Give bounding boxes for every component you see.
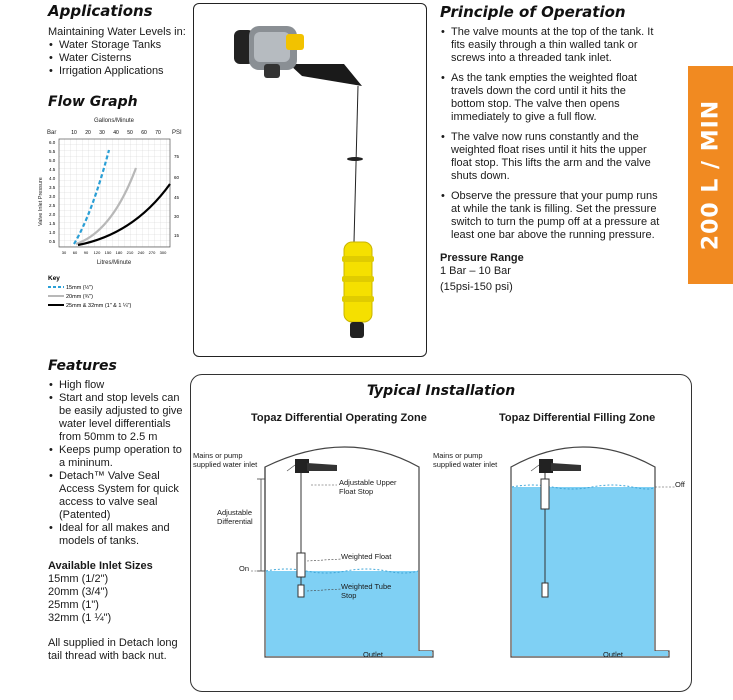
top-tick: 50	[127, 130, 133, 136]
bottom-axis-label: Litres/Minute	[96, 260, 132, 266]
weighted-float-label-box	[341, 553, 405, 565]
left-zone-title: Topaz Differential Operating Zone	[251, 412, 427, 424]
features-heading: Features	[48, 358, 117, 374]
right-tick: 30	[174, 214, 180, 219]
list-item: • As the tank empties the weighted float travels down the cord until it hits the bottom stop. The valve then opens immediately to give a full flow.	[440, 72, 660, 124]
applications-heading: Applications	[48, 2, 153, 20]
right-outlet-label: Outlet	[603, 651, 624, 659]
bottom-tick: 150	[104, 250, 112, 255]
right-tank-water	[512, 487, 668, 656]
right-unit-label: PSI	[172, 130, 182, 136]
left-tick: 4.5	[49, 167, 56, 172]
left-tick: 0.5	[49, 239, 56, 244]
right-weighted-float	[541, 479, 549, 509]
inlet-size: 15mm (1/2")	[48, 573, 109, 585]
bottom-tick: 120	[93, 250, 101, 255]
list-item: • Irrigation Applications	[48, 65, 188, 78]
key-label: 20mm (¾")	[66, 294, 94, 300]
left-tick: 4.0	[49, 176, 56, 181]
key-label: 15mm (½")	[66, 285, 94, 291]
differential-label: Adjustable Differential	[217, 509, 253, 526]
left-valve	[295, 459, 309, 473]
pressure-range-bar: 1 Bar – 10 Bar	[440, 265, 511, 277]
upper-stop-label-box	[339, 479, 411, 501]
inlet-sizes-note: All supplied in Detach long tail thread with back nut.	[48, 637, 178, 662]
right-tick: 15	[174, 233, 180, 238]
tube-stop-label: Weighted Tube Stop	[341, 583, 392, 600]
flow-rate-side-tab	[688, 66, 733, 284]
installation-diagram	[191, 375, 691, 691]
bottom-ticks	[62, 250, 167, 255]
mains-label: Mains or pump supplied water inlet	[193, 452, 263, 469]
top-tick: 20	[85, 130, 91, 136]
right-tick: 45	[174, 195, 180, 200]
left-tick: 5.0	[49, 158, 56, 163]
left-outlet-label: Outlet	[363, 651, 384, 659]
product-photo-frame	[193, 3, 427, 357]
applications-section	[48, 26, 188, 78]
list-item: • The valve mounts at the top of the tank. It fits easily through a thin walled tank or screws into a threaded tank inlet.	[440, 26, 660, 65]
left-tube-stop	[298, 585, 304, 597]
top-tick: 40	[113, 130, 119, 136]
upper-float-stop	[347, 157, 363, 161]
right-ticks	[174, 154, 180, 238]
bottom-tick: 30	[61, 250, 67, 255]
list-item: • Water Storage Tanks	[48, 39, 188, 52]
float-weight	[350, 322, 364, 338]
float-valve-illustration	[194, 4, 426, 356]
float-ring	[342, 276, 374, 282]
key-title: Key	[48, 275, 60, 282]
bottom-tick: 180	[115, 250, 123, 255]
top-tick: 10	[71, 130, 77, 136]
right-valve	[539, 459, 553, 473]
principle-section	[440, 26, 660, 294]
left-axis-label: Valve Inlet Pressure	[38, 177, 44, 226]
principle-list	[440, 26, 660, 242]
right-tube-stop	[542, 583, 548, 597]
tube-stop-label-box	[341, 583, 405, 605]
left-tick: 3.0	[49, 194, 56, 199]
list-item: • Observe the pressure that your pump runs at while the tank is filling. Set the pressure switch to turn the pump off at a pressure at least one bar above the running pressure.	[440, 190, 660, 242]
float-ring	[342, 296, 374, 302]
top-tick: 60	[141, 130, 147, 136]
mains-label: Mains or pump supplied water inlet	[433, 452, 507, 469]
pressure-range-heading: Pressure Range	[440, 252, 524, 264]
left-unit-label: Bar	[47, 130, 57, 136]
right-tick: 75	[174, 154, 180, 159]
list-item: • Start and stop levels can be easily adjusted to give water level differentials from 50mm to 2.5 m	[48, 392, 183, 444]
bottom-tick: 210	[126, 250, 134, 255]
left-valve-arm	[307, 463, 337, 471]
valve-arm	[289, 64, 362, 86]
weighted-float-label: Weighted Float	[341, 553, 392, 561]
inlet-size: 20mm (3/4")	[48, 586, 109, 598]
left-weighted-float	[297, 553, 305, 577]
on-label-box	[239, 565, 255, 577]
inlet-size: 25mm (1")	[48, 599, 99, 611]
off-label-box	[675, 481, 691, 493]
differential-label-box	[217, 509, 263, 531]
left-outlet-label-box	[363, 651, 393, 663]
list-item: • Detach™ Valve Seal Access System for quick access to valve seal (Patented)	[48, 470, 183, 522]
left-tick: 2.0	[49, 212, 56, 217]
right-tank	[511, 447, 675, 657]
left-tick: 1.0	[49, 230, 56, 235]
right-tick: 60	[174, 175, 180, 180]
flow-rate-tab-text: 200 L / MIN	[698, 99, 723, 251]
bottom-tick: 240	[137, 250, 145, 255]
features-list	[48, 379, 183, 548]
left-tick: 1.5	[49, 221, 56, 226]
bottom-tick: 300	[159, 250, 167, 255]
installation-title: Typical Installation	[366, 383, 516, 399]
list-item: • High flow	[48, 379, 183, 392]
right-outlet-label-box	[603, 651, 633, 663]
top-tick: 70	[155, 130, 161, 136]
left-ticks	[49, 140, 56, 244]
on-label: On	[239, 565, 250, 573]
features-section	[48, 379, 183, 663]
principle-heading: Principle of Operation	[440, 3, 626, 21]
applications-intro: Maintaining Water Levels in:	[48, 26, 186, 38]
bottom-tick: 60	[72, 250, 78, 255]
right-valve-arm	[551, 463, 581, 471]
inlet-size: 32mm (1 ¼")	[48, 612, 112, 624]
valve-fitting	[264, 64, 280, 78]
pressure-range-psi: (15psi-150 psi)	[440, 281, 513, 293]
applications-list	[48, 39, 188, 78]
left-tick: 2.5	[49, 203, 56, 208]
inlet-sizes-heading: Available Inlet Sizes	[48, 560, 153, 572]
list-item: • Keeps pump operation to a mininum.	[48, 444, 183, 470]
right-zone-title: Topaz Differential Filling Zone	[499, 412, 656, 424]
left-tick: 6.0	[49, 140, 56, 145]
upper-stop-label: Adjustable Upper Float Stop	[339, 479, 397, 496]
float-ring	[342, 256, 374, 262]
graph-grid	[59, 139, 170, 247]
list-item: • Water Cisterns	[48, 52, 188, 65]
key-label: 25mm & 32mm (1" & 1 ¼")	[66, 303, 132, 309]
flow-graph-chart	[34, 114, 194, 320]
list-item: • The valve now runs constantly and the weighted float rises until it hits the upper float stop. This lifts the arm and the valve shuts down.	[440, 131, 660, 183]
typical-installation-panel	[190, 374, 692, 692]
left-mains-label-box	[193, 452, 263, 486]
bottom-tick: 270	[148, 250, 156, 255]
list-item: • Ideal for all makes and models of tanks.	[48, 522, 183, 548]
flow-graph-heading: Flow Graph	[48, 94, 138, 110]
left-tick: 3.5	[49, 185, 56, 190]
bottom-tick: 90	[83, 250, 89, 255]
float-cord	[354, 86, 358, 242]
top-axis-label: Gallons/Minute	[93, 118, 135, 124]
right-mains-label-box	[433, 452, 507, 486]
top-ticks	[71, 130, 161, 136]
valve-body-highlight	[254, 32, 290, 62]
left-tick: 5.5	[49, 149, 56, 154]
valve-yellow-cap	[286, 34, 304, 50]
top-tick: 30	[99, 130, 105, 136]
off-label: Off	[675, 481, 685, 489]
